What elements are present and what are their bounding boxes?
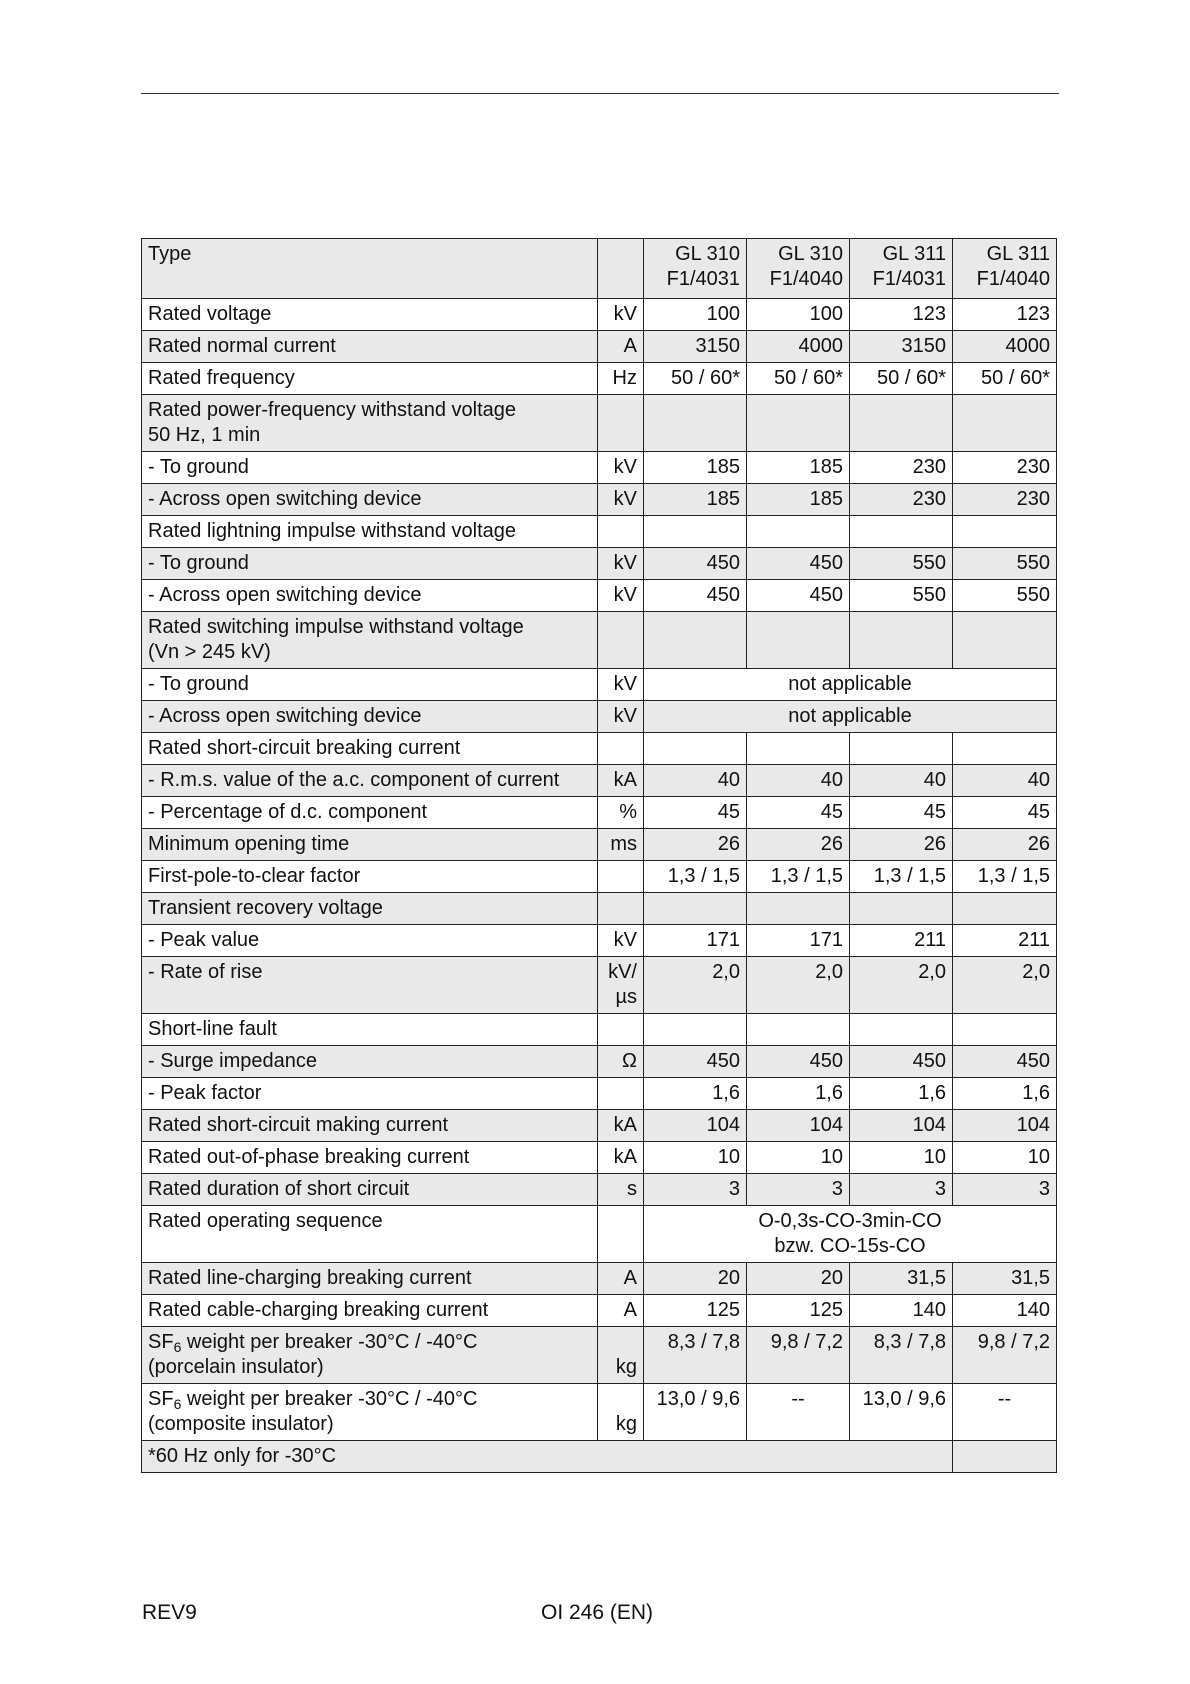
table-row [142,893,1057,925]
row-value: 185 [747,452,850,484]
row-unit [598,893,644,925]
row-value: 123 [953,299,1057,331]
row-value: 45 [850,797,953,829]
row-value: 4000 [747,331,850,363]
row-unit: % [598,797,644,829]
row-value: 45 [953,797,1057,829]
row-value: 140 [850,1295,953,1327]
row-value: 50 / 60* [747,363,850,395]
row-value: 50 / 60* [850,363,953,395]
table-row [142,797,1057,829]
row-unit: kV [598,669,644,701]
row-value: 211 [953,925,1057,957]
row-value: 100 [747,299,850,331]
table-row [142,1046,1057,1078]
table-row [142,452,1057,484]
row-value: 550 [953,580,1057,612]
row-value: 211 [850,925,953,957]
row-label: Rated operating sequence [142,1206,598,1263]
row-unit [598,861,644,893]
row-value: 185 [644,484,747,516]
row-value: 3150 [850,331,953,363]
row-value [644,1014,747,1046]
row-label: Rated lightning impulse withstand voltage [142,516,598,548]
row-label: Rated voltage [142,299,598,331]
row-value: 45 [644,797,747,829]
row-unit [598,612,644,669]
row-value [644,733,747,765]
row-label: First-pole-to-clear factor [142,861,598,893]
row-unit: Hz [598,363,644,395]
row-value [747,733,850,765]
row-value [747,516,850,548]
row-value: 1,3 / 1,5 [747,861,850,893]
row-label: $SF_6$ weight per breaker -30°C / -40°C (porcelain insulator) [142,1327,598,1384]
type-label: Type [142,239,598,299]
row-value: 26 [953,829,1057,861]
row-value: 230 [953,452,1057,484]
row-label: - Peak value [142,925,598,957]
table-row [142,861,1057,893]
row-value [953,733,1057,765]
row-value-span: O-0,3s-CO-3min-CO bzw. CO-15s-CO [644,1206,1057,1263]
row-value: 9,8 / 7,2 [747,1327,850,1384]
row-label: Rated cable-charging breaking current [142,1295,598,1327]
row-value: 1,6 [953,1078,1057,1110]
table-row [142,363,1057,395]
row-value [850,733,953,765]
row-value: 26 [644,829,747,861]
row-unit: kV [598,580,644,612]
row-value-span: not applicable [644,701,1057,733]
row-value: 550 [850,548,953,580]
row-value: 185 [644,452,747,484]
table-row [142,1263,1057,1295]
table-row [142,765,1057,797]
row-value: 1,3 / 1,5 [953,861,1057,893]
row-value: 450 [850,1046,953,1078]
row-unit [598,516,644,548]
header-col: GL 311 F1/4040 [953,239,1057,299]
row-label: - R.m.s. value of the a.c. component of current [142,765,598,797]
footnote-row [142,1441,1057,1473]
table-row [142,1206,1057,1263]
header-unit-cell [598,239,644,299]
row-value: 8,3 / 7,8 [644,1327,747,1384]
row-value: 3 [747,1174,850,1206]
table-row [142,299,1057,331]
table-row [142,331,1057,363]
table-row [142,1327,1057,1384]
row-unit [598,1078,644,1110]
row-unit: A [598,331,644,363]
row-label: - To ground [142,548,598,580]
row-value: 8,3 / 7,8 [850,1327,953,1384]
table-row [142,957,1057,1014]
table-row [142,1295,1057,1327]
header-row [142,239,1057,299]
table-row [142,829,1057,861]
row-value: 10 [644,1142,747,1174]
row-value: 104 [644,1110,747,1142]
row-value [953,612,1057,669]
row-value: 450 [644,1046,747,1078]
row-value: 450 [747,548,850,580]
row-label: - Rate of rise [142,957,598,1014]
row-value [850,395,953,452]
row-value: 550 [850,580,953,612]
row-value: 450 [644,548,747,580]
row-value [953,893,1057,925]
footnote-empty-cell [953,1441,1057,1473]
row-value: 230 [850,452,953,484]
footer-revision: REV9 [142,1601,197,1624]
row-unit: A [598,1263,644,1295]
row-label: Short-line fault [142,1014,598,1046]
header-col: GL 310 F1/4031 [644,239,747,299]
row-value: 1,6 [747,1078,850,1110]
row-value [953,395,1057,452]
row-value: 20 [644,1263,747,1295]
row-unit [598,1014,644,1046]
row-value: 50 / 60* [953,363,1057,395]
row-value [644,893,747,925]
row-unit: kV [598,299,644,331]
row-value: 171 [644,925,747,957]
row-value: 104 [850,1110,953,1142]
row-value: -- [953,1384,1057,1441]
row-unit: s [598,1174,644,1206]
row-label: - Across open switching device [142,484,598,516]
row-value: 2,0 [953,957,1057,1014]
row-value: -- [747,1384,850,1441]
row-value [747,612,850,669]
row-value: 40 [747,765,850,797]
row-label: Rated frequency [142,363,598,395]
table-row [142,1014,1057,1046]
row-label: Rated short-circuit making current [142,1110,598,1142]
table-row [142,484,1057,516]
row-value: 2,0 [747,957,850,1014]
row-value: 10 [850,1142,953,1174]
table-row [142,1142,1057,1174]
row-label: Rated switching impulse withstand voltage (Vn > 245 kV) [142,612,598,669]
row-value: 1,6 [850,1078,953,1110]
row-value: 13,0 / 9,6 [850,1384,953,1441]
row-unit: kV [598,925,644,957]
table-row [142,733,1057,765]
row-unit: ms [598,829,644,861]
row-label: Rated line-charging breaking current [142,1263,598,1295]
footer-doc-id: OI 246 (EN) [541,1601,654,1624]
top-rule [141,93,1059,94]
table-row [142,669,1057,701]
header-col: GL 311 F1/4031 [850,239,953,299]
row-label: - To ground [142,452,598,484]
row-value: 185 [747,484,850,516]
table-row [142,1384,1057,1441]
row-value: 40 [644,765,747,797]
row-unit: kg [598,1384,644,1441]
row-value: 1,3 / 1,5 [850,861,953,893]
table-row [142,395,1057,452]
row-unit: Ω [598,1046,644,1078]
table-row [142,701,1057,733]
row-value [747,1014,850,1046]
row-value: 3 [644,1174,747,1206]
row-unit: kA [598,1110,644,1142]
table-row [142,516,1057,548]
row-value: 1,6 [644,1078,747,1110]
row-label: - To ground [142,669,598,701]
row-value [850,516,953,548]
row-unit: kV [598,452,644,484]
row-unit: kV [598,701,644,733]
row-value: 26 [850,829,953,861]
row-label: - Percentage of d.c. component [142,797,598,829]
table-row [142,1078,1057,1110]
row-unit: kV [598,548,644,580]
row-value [850,1014,953,1046]
row-unit [598,1206,644,1263]
row-value: 13,0 / 9,6 [644,1384,747,1441]
row-value: 125 [644,1295,747,1327]
row-value: 31,5 [953,1263,1057,1295]
row-value: 10 [953,1142,1057,1174]
row-label: Rated duration of short circuit [142,1174,598,1206]
row-value: 2,0 [644,957,747,1014]
row-value [953,1014,1057,1046]
row-value: 2,0 [850,957,953,1014]
row-value [644,516,747,548]
row-label: Rated power-frequency withstand voltage 50 Hz, 1 min [142,395,598,452]
row-label: - Peak factor [142,1078,598,1110]
row-value: 123 [850,299,953,331]
row-value: 40 [953,765,1057,797]
row-value: 31,5 [850,1263,953,1295]
row-value: 10 [747,1142,850,1174]
row-value: 450 [953,1046,1057,1078]
row-value [953,516,1057,548]
row-value: 104 [747,1110,850,1142]
row-value: 26 [747,829,850,861]
row-value: 140 [953,1295,1057,1327]
spec-table [141,238,1057,1473]
row-unit: kA [598,1142,644,1174]
row-unit: kV/ µs [598,957,644,1014]
row-label: Minimum opening time [142,829,598,861]
table-row [142,1174,1057,1206]
header-col: GL 310 F1/4040 [747,239,850,299]
row-value: 3 [953,1174,1057,1206]
row-value: 550 [953,548,1057,580]
row-value: 3 [850,1174,953,1206]
row-value [850,893,953,925]
row-value: 450 [644,580,747,612]
row-label: - Surge impedance [142,1046,598,1078]
table-row [142,580,1057,612]
table-row [142,925,1057,957]
table-row [142,548,1057,580]
row-value: 104 [953,1110,1057,1142]
row-unit: kV [598,484,644,516]
row-label: Transient recovery voltage [142,893,598,925]
row-value: 40 [850,765,953,797]
row-value: 3150 [644,331,747,363]
row-value: 230 [850,484,953,516]
row-value: 9,8 / 7,2 [953,1327,1057,1384]
row-label: $SF_6$ weight per breaker -30°C / -40°C (composite insulator) [142,1384,598,1441]
row-unit: kg [598,1327,644,1384]
row-label: Rated short-circuit breaking current [142,733,598,765]
table-row [142,1110,1057,1142]
row-value: 1,3 / 1,5 [644,861,747,893]
row-value [747,893,850,925]
footnote: *60 Hz only for -30°C [142,1441,953,1473]
row-label: - Across open switching device [142,580,598,612]
row-value: 125 [747,1295,850,1327]
row-unit: A [598,1295,644,1327]
row-unit [598,395,644,452]
row-unit: kA [598,765,644,797]
row-value [747,395,850,452]
row-label: Rated out-of-phase breaking current [142,1142,598,1174]
row-value-span: not applicable [644,669,1057,701]
row-value: 100 [644,299,747,331]
row-label: Rated normal current [142,331,598,363]
row-value: 450 [747,1046,850,1078]
row-value: 45 [747,797,850,829]
row-unit [598,733,644,765]
row-value: 171 [747,925,850,957]
row-value: 450 [747,580,850,612]
row-value: 4000 [953,331,1057,363]
row-value [644,395,747,452]
row-label: - Across open switching device [142,701,598,733]
row-value: 50 / 60* [644,363,747,395]
row-value: 20 [747,1263,850,1295]
row-value [850,612,953,669]
table-row [142,612,1057,669]
row-value [644,612,747,669]
row-value: 230 [953,484,1057,516]
